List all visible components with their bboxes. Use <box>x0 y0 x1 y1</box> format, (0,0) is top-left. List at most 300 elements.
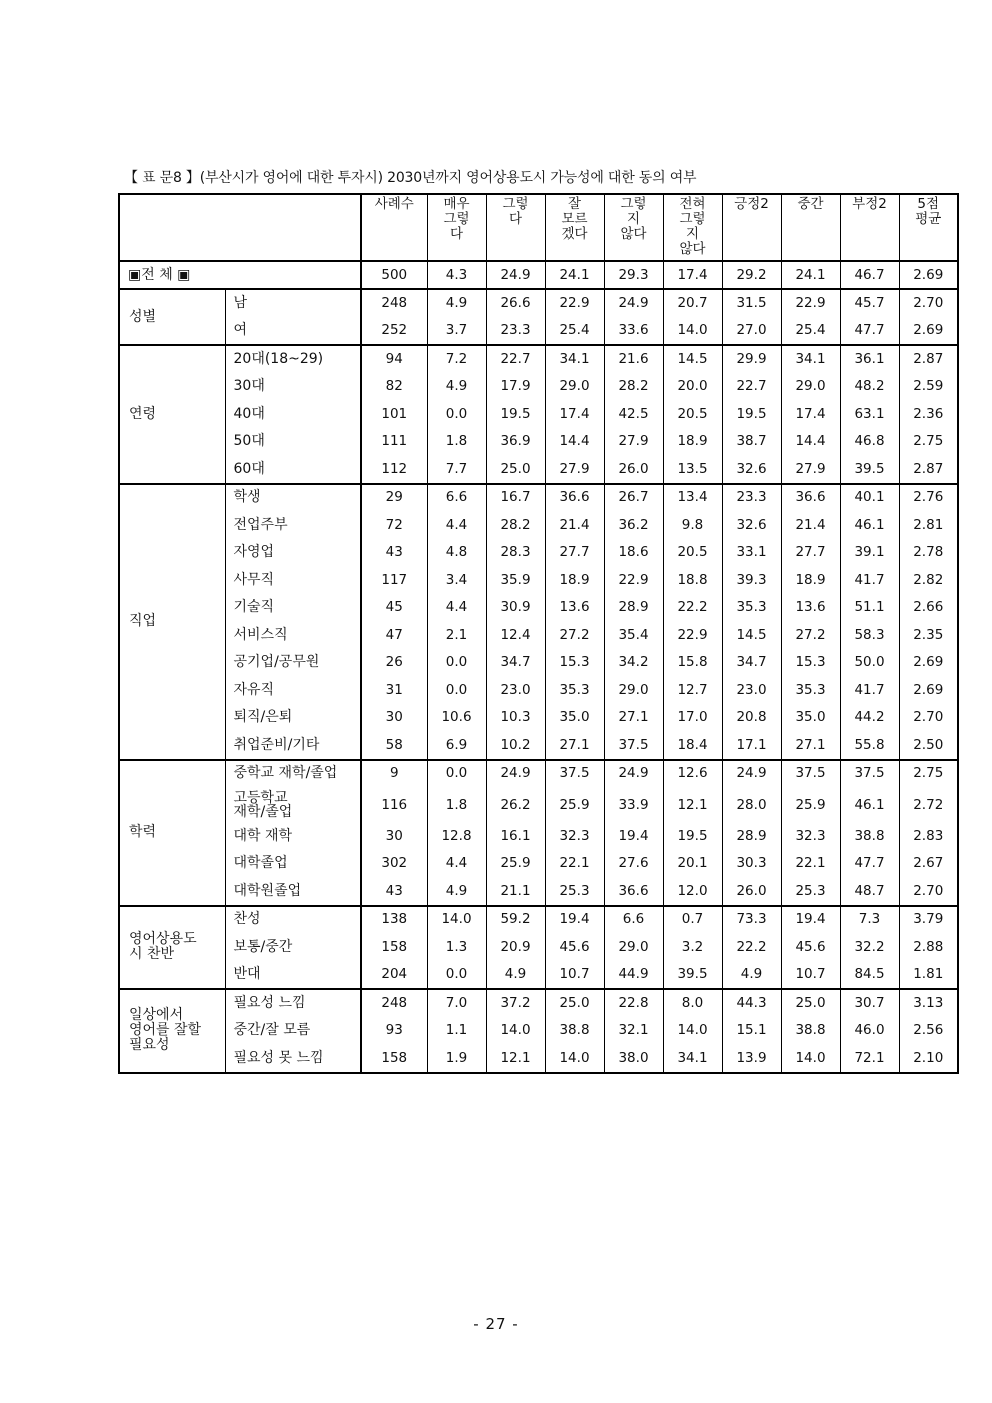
data-cell: 15.1 <box>722 1017 781 1045</box>
data-cell: 20.5 <box>663 401 722 429</box>
data-cell: 29.9 <box>722 345 781 373</box>
data-cell: 20.0 <box>663 373 722 401</box>
data-cell: 16.1 <box>486 823 545 851</box>
row-label: 학생 <box>225 484 361 512</box>
data-cell: 27.6 <box>604 850 663 878</box>
data-cell: 12.7 <box>663 677 722 705</box>
data-cell: 27.1 <box>604 704 663 732</box>
data-cell: 22.2 <box>722 934 781 962</box>
data-cell: 25.4 <box>781 317 840 345</box>
data-cell: 42.5 <box>604 401 663 429</box>
data-cell: 73.3 <box>722 906 781 934</box>
data-cell: 25.4 <box>545 317 604 345</box>
data-cell: 44.2 <box>840 704 899 732</box>
data-cell: 45.6 <box>545 934 604 962</box>
data-cell: 1.8 <box>427 428 486 456</box>
data-cell: 12.4 <box>486 622 545 650</box>
data-cell: 32.2 <box>840 934 899 962</box>
data-cell: 2.75 <box>899 428 958 456</box>
data-cell: 2.87 <box>899 456 958 484</box>
data-cell: 26.2 <box>486 788 545 823</box>
data-cell: 36.6 <box>781 484 840 512</box>
data-cell: 34.7 <box>486 649 545 677</box>
row-label: 40대 <box>225 401 361 429</box>
data-cell: 72.1 <box>840 1045 899 1073</box>
total-cell: 29.3 <box>604 261 663 289</box>
table-row <box>119 539 958 567</box>
data-cell: 30.7 <box>840 989 899 1017</box>
data-cell: 28.9 <box>604 594 663 622</box>
data-cell: 26 <box>361 649 427 677</box>
data-cell: 2.78 <box>899 539 958 567</box>
data-cell: 2.69 <box>899 677 958 705</box>
row-label: 중학교 재학/졸업 <box>225 760 361 788</box>
table-row <box>119 906 958 934</box>
total-row <box>119 261 958 289</box>
data-cell: 36.2 <box>604 512 663 540</box>
data-cell: 72 <box>361 512 427 540</box>
data-cell: 46.1 <box>840 788 899 823</box>
column-header: 그렇 다 <box>486 194 545 261</box>
data-cell: 28.3 <box>486 539 545 567</box>
table-row <box>119 704 958 732</box>
table-row <box>119 878 958 906</box>
data-cell: 2.83 <box>899 823 958 851</box>
row-label: 사무직 <box>225 567 361 595</box>
data-cell: 4.9 <box>486 961 545 989</box>
data-cell: 18.8 <box>663 567 722 595</box>
data-cell: 15.3 <box>781 649 840 677</box>
table-row <box>119 961 958 989</box>
column-header: 그렇 지 않다 <box>604 194 663 261</box>
data-cell: 1.1 <box>427 1017 486 1045</box>
data-cell: 2.10 <box>899 1045 958 1073</box>
data-cell: 4.8 <box>427 539 486 567</box>
data-cell: 93 <box>361 1017 427 1045</box>
data-cell: 158 <box>361 934 427 962</box>
data-cell: 21.4 <box>545 512 604 540</box>
column-header: 전혀 그렇 지 않다 <box>663 194 722 261</box>
data-cell: 33.9 <box>604 788 663 823</box>
data-cell: 19.4 <box>604 823 663 851</box>
data-cell: 21.4 <box>781 512 840 540</box>
data-cell: 19.5 <box>722 401 781 429</box>
data-cell: 2.70 <box>899 878 958 906</box>
data-cell: 44.3 <box>722 989 781 1017</box>
data-cell: 17.9 <box>486 373 545 401</box>
data-cell: 2.1 <box>427 622 486 650</box>
data-cell: 1.9 <box>427 1045 486 1073</box>
data-cell: 204 <box>361 961 427 989</box>
data-cell: 37.5 <box>545 760 604 788</box>
data-cell: 32.6 <box>722 512 781 540</box>
data-cell: 23.3 <box>722 484 781 512</box>
data-cell: 4.4 <box>427 850 486 878</box>
data-cell: 26.0 <box>722 878 781 906</box>
table-row <box>119 823 958 851</box>
data-cell: 2.66 <box>899 594 958 622</box>
data-cell: 39.5 <box>663 961 722 989</box>
data-cell: 22.9 <box>545 289 604 317</box>
row-label: 고등학교 재학/졸업 <box>225 788 361 823</box>
data-cell: 48.7 <box>840 878 899 906</box>
data-cell: 27.7 <box>781 539 840 567</box>
data-cell: 10.3 <box>486 704 545 732</box>
data-cell: 47.7 <box>840 317 899 345</box>
data-cell: 14.4 <box>781 428 840 456</box>
data-cell: 30.3 <box>722 850 781 878</box>
data-cell: 14.0 <box>781 1045 840 1073</box>
data-cell: 36.6 <box>604 878 663 906</box>
data-cell: 302 <box>361 850 427 878</box>
table-row <box>119 373 958 401</box>
data-cell: 18.4 <box>663 732 722 760</box>
data-cell: 46.8 <box>840 428 899 456</box>
data-cell: 2.87 <box>899 345 958 373</box>
group-label: 일상에서 영어를 잘할 필요성 <box>119 989 225 1073</box>
data-cell: 20.8 <box>722 704 781 732</box>
table-row <box>119 760 958 788</box>
row-label: 찬성 <box>225 906 361 934</box>
data-cell: 9 <box>361 760 427 788</box>
data-cell: 34.7 <box>722 649 781 677</box>
data-cell: 20.9 <box>486 934 545 962</box>
data-cell: 34.2 <box>604 649 663 677</box>
table-row <box>119 1017 958 1045</box>
data-cell: 2.59 <box>899 373 958 401</box>
data-cell: 4.9 <box>427 878 486 906</box>
data-cell: 32.6 <box>722 456 781 484</box>
row-label: 필요성 느낌 <box>225 989 361 1017</box>
data-cell: 32.1 <box>604 1017 663 1045</box>
data-cell: 19.4 <box>545 906 604 934</box>
table-row <box>119 677 958 705</box>
data-cell: 7.2 <box>427 345 486 373</box>
data-cell: 84.5 <box>840 961 899 989</box>
data-cell: 2.88 <box>899 934 958 962</box>
data-cell: 15.3 <box>545 649 604 677</box>
column-header: 중간 <box>781 194 840 261</box>
data-cell: 1.8 <box>427 788 486 823</box>
data-cell: 43 <box>361 878 427 906</box>
data-cell: 252 <box>361 317 427 345</box>
data-cell: 2.81 <box>899 512 958 540</box>
data-cell: 28.9 <box>722 823 781 851</box>
data-cell: 2.72 <box>899 788 958 823</box>
data-cell: 20.7 <box>663 289 722 317</box>
data-cell: 19.5 <box>663 823 722 851</box>
data-cell: 4.9 <box>427 373 486 401</box>
data-cell: 6.6 <box>427 484 486 512</box>
data-cell: 39.1 <box>840 539 899 567</box>
data-cell: 14.5 <box>722 622 781 650</box>
data-cell: 25.3 <box>781 878 840 906</box>
data-cell: 2.75 <box>899 760 958 788</box>
group-label: 영어상용도 시 찬반 <box>119 906 225 990</box>
data-cell: 7.3 <box>840 906 899 934</box>
row-label: 남 <box>225 289 361 317</box>
data-cell: 27.9 <box>604 428 663 456</box>
data-cell: 2.76 <box>899 484 958 512</box>
column-header: 긍정2 <box>722 194 781 261</box>
data-cell: 35.0 <box>545 704 604 732</box>
row-label: 전업주부 <box>225 512 361 540</box>
data-cell: 48.2 <box>840 373 899 401</box>
data-cell: 0.0 <box>427 760 486 788</box>
data-cell: 17.4 <box>545 401 604 429</box>
data-cell: 24.9 <box>722 760 781 788</box>
data-cell: 38.8 <box>840 823 899 851</box>
data-cell: 3.2 <box>663 934 722 962</box>
data-cell: 34.1 <box>781 345 840 373</box>
data-cell: 4.4 <box>427 512 486 540</box>
data-cell: 2.70 <box>899 704 958 732</box>
data-cell: 14.0 <box>663 1017 722 1045</box>
row-label: 공기업/공무원 <box>225 649 361 677</box>
data-cell: 45.7 <box>840 289 899 317</box>
data-cell: 23.0 <box>722 677 781 705</box>
header-row <box>119 194 958 261</box>
data-cell: 19.4 <box>781 906 840 934</box>
data-cell: 25.9 <box>486 850 545 878</box>
data-cell: 45.6 <box>781 934 840 962</box>
data-cell: 46.1 <box>840 512 899 540</box>
data-cell: 158 <box>361 1045 427 1073</box>
data-cell: 248 <box>361 289 427 317</box>
data-cell: 24.9 <box>604 760 663 788</box>
row-label: 50대 <box>225 428 361 456</box>
total-label: ▣전 체 ▣ <box>119 261 361 289</box>
data-cell: 27.9 <box>781 456 840 484</box>
data-cell: 31.5 <box>722 289 781 317</box>
row-label: 필요성 못 느낌 <box>225 1045 361 1073</box>
data-cell: 25.9 <box>781 788 840 823</box>
data-cell: 94 <box>361 345 427 373</box>
data-cell: 47 <box>361 622 427 650</box>
data-cell: 2.56 <box>899 1017 958 1045</box>
data-cell: 117 <box>361 567 427 595</box>
data-cell: 38.7 <box>722 428 781 456</box>
data-cell: 13.9 <box>722 1045 781 1073</box>
data-cell: 17.0 <box>663 704 722 732</box>
data-cell: 35.0 <box>781 704 840 732</box>
data-cell: 25.3 <box>545 878 604 906</box>
data-cell: 10.7 <box>781 961 840 989</box>
data-cell: 39.5 <box>840 456 899 484</box>
data-cell: 16.7 <box>486 484 545 512</box>
data-cell: 46.0 <box>840 1017 899 1045</box>
data-cell: 3.7 <box>427 317 486 345</box>
data-cell: 27.1 <box>781 732 840 760</box>
group-label: 직업 <box>119 484 225 760</box>
row-label: 대학 재학 <box>225 823 361 851</box>
data-cell: 35.9 <box>486 567 545 595</box>
data-cell: 3.79 <box>899 906 958 934</box>
data-cell: 27.1 <box>545 732 604 760</box>
data-cell: 14.0 <box>427 906 486 934</box>
data-cell: 10.7 <box>545 961 604 989</box>
data-cell: 7.0 <box>427 989 486 1017</box>
data-cell: 24.9 <box>604 289 663 317</box>
column-header: 부정2 <box>840 194 899 261</box>
data-cell: 20.5 <box>663 539 722 567</box>
row-label: 반대 <box>225 961 361 989</box>
data-cell: 28.2 <box>486 512 545 540</box>
data-cell: 14.0 <box>486 1017 545 1045</box>
data-cell: 34.1 <box>663 1045 722 1073</box>
data-cell: 37.5 <box>781 760 840 788</box>
data-cell: 40.1 <box>840 484 899 512</box>
data-cell: 31 <box>361 677 427 705</box>
data-cell: 25.9 <box>545 788 604 823</box>
table-row <box>119 317 958 345</box>
data-cell: 9.8 <box>663 512 722 540</box>
table-row <box>119 428 958 456</box>
row-label: 대학원졸업 <box>225 878 361 906</box>
data-cell: 29.0 <box>545 373 604 401</box>
table-row <box>119 456 958 484</box>
data-cell: 111 <box>361 428 427 456</box>
data-cell: 22.1 <box>545 850 604 878</box>
data-cell: 27.7 <box>545 539 604 567</box>
data-cell: 12.0 <box>663 878 722 906</box>
data-cell: 23.3 <box>486 317 545 345</box>
data-cell: 36.1 <box>840 345 899 373</box>
data-cell: 51.1 <box>840 594 899 622</box>
data-cell: 29.0 <box>604 934 663 962</box>
data-cell: 27.9 <box>545 456 604 484</box>
data-cell: 4.9 <box>722 961 781 989</box>
data-cell: 138 <box>361 906 427 934</box>
data-cell: 30 <box>361 704 427 732</box>
total-cell: 24.1 <box>781 261 840 289</box>
data-cell: 35.4 <box>604 622 663 650</box>
total-cell: 500 <box>361 261 427 289</box>
data-cell: 82 <box>361 373 427 401</box>
table-row <box>119 512 958 540</box>
data-cell: 30 <box>361 823 427 851</box>
data-cell: 36.9 <box>486 428 545 456</box>
table-row <box>119 289 958 317</box>
data-cell: 29 <box>361 484 427 512</box>
data-cell: 33.6 <box>604 317 663 345</box>
data-cell: 2.50 <box>899 732 958 760</box>
data-cell: 2.35 <box>899 622 958 650</box>
total-cell: 29.2 <box>722 261 781 289</box>
data-cell: 24.9 <box>486 760 545 788</box>
data-cell: 10.6 <box>427 704 486 732</box>
row-label: 자유직 <box>225 677 361 705</box>
data-cell: 58.3 <box>840 622 899 650</box>
table-row <box>119 850 958 878</box>
data-cell: 35.3 <box>781 677 840 705</box>
header-corner <box>119 194 361 261</box>
data-cell: 34.1 <box>545 345 604 373</box>
data-cell: 0.0 <box>427 677 486 705</box>
data-cell: 15.8 <box>663 649 722 677</box>
table-caption: 【 표 문8 】(부산시가 영어에 대한 투자시) 2030년까지 영어상용도시 가능성에 대한 동의 여부 <box>124 170 697 186</box>
data-cell: 63.1 <box>840 401 899 429</box>
column-header: 잘 모르 겠다 <box>545 194 604 261</box>
table-body <box>119 194 958 1073</box>
survey-table <box>118 193 959 1074</box>
data-cell: 116 <box>361 788 427 823</box>
data-cell: 6.9 <box>427 732 486 760</box>
data-cell: 29.0 <box>781 373 840 401</box>
total-cell: 4.3 <box>427 261 486 289</box>
data-cell: 17.1 <box>722 732 781 760</box>
table-row <box>119 567 958 595</box>
data-cell: 50.0 <box>840 649 899 677</box>
group-label: 성별 <box>119 289 225 345</box>
data-cell: 19.5 <box>486 401 545 429</box>
data-cell: 7.7 <box>427 456 486 484</box>
data-cell: 39.3 <box>722 567 781 595</box>
data-cell: 29.0 <box>604 677 663 705</box>
data-cell: 14.4 <box>545 428 604 456</box>
data-cell: 37.5 <box>840 760 899 788</box>
data-cell: 18.9 <box>781 567 840 595</box>
total-cell: 46.7 <box>840 261 899 289</box>
data-cell: 28.0 <box>722 788 781 823</box>
data-cell: 8.0 <box>663 989 722 1017</box>
data-cell: 12.1 <box>486 1045 545 1073</box>
data-cell: 248 <box>361 989 427 1017</box>
data-cell: 26.6 <box>486 289 545 317</box>
data-cell: 38.8 <box>545 1017 604 1045</box>
total-cell: 24.1 <box>545 261 604 289</box>
data-cell: 25.0 <box>781 989 840 1017</box>
data-cell: 101 <box>361 401 427 429</box>
data-cell: 26.0 <box>604 456 663 484</box>
data-cell: 2.69 <box>899 317 958 345</box>
table-row <box>119 732 958 760</box>
data-cell: 32.3 <box>781 823 840 851</box>
data-cell: 27.2 <box>545 622 604 650</box>
data-cell: 10.2 <box>486 732 545 760</box>
data-cell: 37.2 <box>486 989 545 1017</box>
row-label: 여 <box>225 317 361 345</box>
data-cell: 44.9 <box>604 961 663 989</box>
table-row <box>119 989 958 1017</box>
total-cell: 24.9 <box>486 261 545 289</box>
row-label: 퇴직/은퇴 <box>225 704 361 732</box>
data-cell: 20.1 <box>663 850 722 878</box>
data-cell: 2.82 <box>899 567 958 595</box>
data-cell: 3.4 <box>427 567 486 595</box>
row-label: 60대 <box>225 456 361 484</box>
data-cell: 22.8 <box>604 989 663 1017</box>
row-label: 취업준비/기타 <box>225 732 361 760</box>
data-cell: 25.0 <box>486 456 545 484</box>
data-cell: 2.70 <box>899 289 958 317</box>
data-cell: 38.8 <box>781 1017 840 1045</box>
data-cell: 13.5 <box>663 456 722 484</box>
data-cell: 21.1 <box>486 878 545 906</box>
table-row <box>119 934 958 962</box>
table-row <box>119 1045 958 1073</box>
row-label: 대학졸업 <box>225 850 361 878</box>
data-cell: 4.4 <box>427 594 486 622</box>
data-cell: 59.2 <box>486 906 545 934</box>
data-cell: 58 <box>361 732 427 760</box>
data-cell: 22.1 <box>781 850 840 878</box>
data-cell: 23.0 <box>486 677 545 705</box>
data-cell: 2.69 <box>899 649 958 677</box>
data-cell: 22.7 <box>486 345 545 373</box>
data-cell: 17.4 <box>781 401 840 429</box>
row-label: 자영업 <box>225 539 361 567</box>
